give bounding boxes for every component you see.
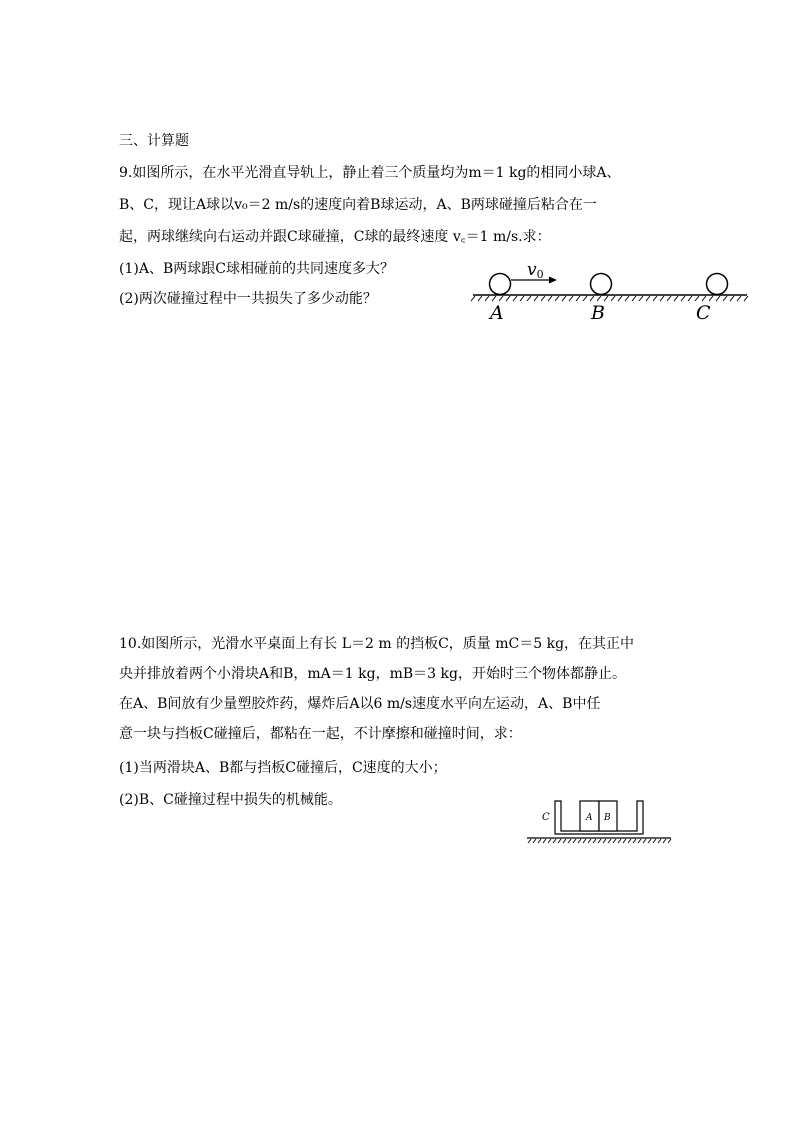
- label-a: A: [490, 302, 504, 324]
- label-block-a: A: [586, 813, 593, 823]
- label-board-c: C: [542, 812, 550, 823]
- q10-subquestion-2: (2)B、C碰撞过程中损失的机械能。: [119, 792, 342, 808]
- q9-line-1: 9.如图所示，在水平光滑直导轨上，静止着三个质量均为m＝1 kg的相同小球A、: [119, 165, 621, 181]
- ball-c: [707, 274, 728, 295]
- label-b: B: [591, 302, 605, 324]
- q10-subquestion-1: (1)当两滑块A、B都与挡板C碰撞后，C速度的大小；: [119, 760, 447, 776]
- q9-line-2: B、C，现让A球以v₀＝2 m/s的速度向着B球运动，A、B两球碰撞后粘合在一: [119, 197, 597, 213]
- q9-subquestion-2: (2)两次碰撞过程中一共损失了多少动能？: [119, 291, 377, 307]
- q9-figure: [465, 255, 755, 330]
- q10-line-4: 意一块与挡板C碰撞后，都粘在一起，不计摩擦和碰撞时间，求：: [119, 726, 522, 742]
- velocity-label: v0: [527, 260, 544, 281]
- q10-line-2: 央并排放着两个小滑块A和B，mA＝1 kg，mB＝3 kg，开始时三个物体都静止。: [119, 666, 626, 682]
- q10-figure: [525, 796, 675, 846]
- label-c: C: [696, 302, 711, 324]
- ball-b: [591, 274, 612, 295]
- q10-line-1: 10.如图所示，光滑水平桌面上有长 L＝2 m 的挡板C，质量 mC＝5 kg，在其正中: [119, 636, 635, 652]
- q9-subquestion-1: (1)A、B两球跟C球相碰前的共同速度多大？: [119, 261, 394, 277]
- q10-line-3: 在A、B间放有少量塑胶炸药，爆炸后A以6 m/s速度水平向左运动，A、B中任: [119, 696, 601, 712]
- label-block-b: B: [604, 813, 611, 823]
- q9-line-3: 起，两球继续向右运动并跟C球碰撞，C球的最终速度 v꜀＝1 m/s.求：: [119, 229, 551, 245]
- section-title: 三、计算题: [119, 133, 189, 149]
- q9-rail: [471, 295, 748, 301]
- ball-a: [490, 274, 511, 295]
